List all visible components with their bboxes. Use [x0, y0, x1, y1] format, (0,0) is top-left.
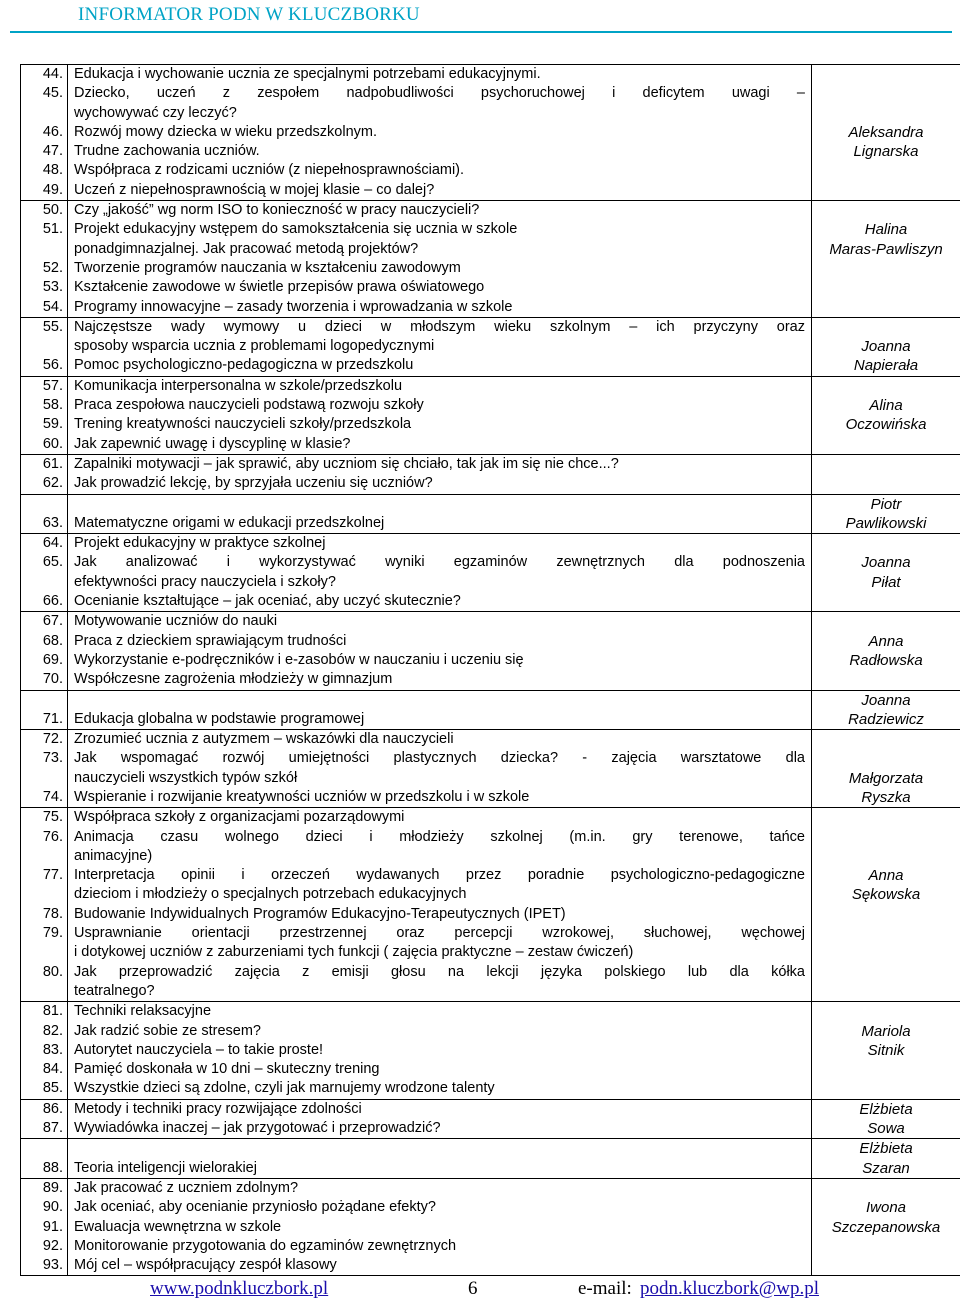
trainer-name [812, 396, 960, 435]
topic-number [21, 104, 67, 123]
topic-number: 78. [42, 905, 63, 922]
topic-number: 85. [42, 1080, 63, 1097]
trainer-name [812, 1100, 960, 1139]
email-label: e-mail: [578, 1278, 632, 1299]
topic-cell [68, 201, 812, 318]
topic-number: 51. [42, 221, 63, 238]
topic-group-row [21, 612, 960, 690]
topic-title: Autorytet nauczyciela – to takie proste! [74, 1041, 324, 1058]
topic-cell [68, 494, 812, 534]
topic-cell [68, 730, 812, 808]
topic-title: Jak przeprowadzić zajęcia z emisji głosu na lekcji języka polskiego lub dla kółka [74, 963, 805, 980]
number-cell [21, 690, 68, 730]
topic-number: 49. [42, 181, 63, 198]
header-rule [10, 31, 952, 33]
topic-title: animacyjne) [74, 847, 153, 864]
topic-title: Monitorowanie przygotowania do egzaminów zewnętrznych [74, 1237, 457, 1254]
topic-title: efektywności pracy nauczyciela i szkoły? [74, 573, 336, 590]
topic-title: Programy innowacyjne – zasady tworzenia i wprowadzania w szkole [74, 298, 513, 315]
topic-title: Projekt edukacyjny wstępem do samokształcenia się ucznia w szkole [74, 221, 518, 238]
topic-title: wychowywać czy leczyć? [74, 104, 237, 121]
topic-number: 91. [42, 1218, 63, 1235]
trainer-name-line: Pawlikowski [845, 514, 927, 532]
topic-cell [68, 454, 812, 494]
author-cell [812, 534, 960, 612]
topic-cell [68, 690, 812, 730]
topic-number: 72. [42, 731, 63, 748]
topic-number: 48. [42, 162, 63, 179]
topic-cell [68, 1099, 812, 1139]
topic-cell [68, 317, 812, 376]
trainer-name-line: Piotr [870, 495, 902, 513]
trainer-name-line: Mariola [861, 1022, 911, 1040]
website-link[interactable]: www.podnkluczbork.pl [150, 1278, 329, 1299]
topic-title: Techniki relaksacyjne [74, 1003, 212, 1020]
topic-group-row [21, 1002, 960, 1099]
training-topics-table [20, 64, 960, 1276]
topic-group-row [21, 808, 960, 1002]
trainer-name [812, 553, 960, 592]
page-header [0, 0, 960, 32]
author-cell [812, 690, 960, 730]
topic-title: Najczęstsze wady wymowy u dzieci w młodszym wieku szkolnym – ich przyczyny oraz [74, 318, 805, 335]
trainer-name [812, 495, 960, 534]
topic-title: Interpretacja opinii i orzeczeń wydawanych przez poradnie psychologiczno-pedagogiczne [74, 867, 805, 884]
topic-title: Edukacja i wychowanie ucznia ze specjalnymi potrzebami edukacyjnymi. [74, 66, 541, 82]
trainer-name-line: Lignarska [853, 143, 919, 161]
topic-title: Ocenianie kształtujące – jak oceniać, aby uczyć skutecznie? [74, 593, 461, 610]
topic-title: Komunikacja interpersonalna w szkole/przedszkolu [74, 377, 403, 394]
header-title: INFORMATOR PODN W KLUCZBORKU [78, 4, 420, 25]
topic-number: 55. [42, 318, 63, 335]
topic-number: 89. [42, 1179, 63, 1196]
topic-title: Projekt edukacyjny w praktyce szkolnej [74, 535, 326, 552]
number-cell [21, 534, 68, 612]
topic-number: 60. [42, 435, 63, 452]
trainer-name-line: Sękowska [851, 886, 921, 904]
topic-title: Ewaluacja wewnętrzna w szkole [74, 1218, 282, 1235]
topic-title: Jak analizować i wykorzystywać wyniki egzaminów zewnętrznych dla podnoszenia [74, 554, 805, 571]
topic-title: sposoby wsparcia ucznia z problemami logopedycznymi [74, 338, 435, 355]
topic-number: 70. [42, 671, 63, 688]
topic-title: Jak pracować z uczniem zdolnym? [74, 1179, 299, 1196]
topic-title: Praca z dzieckiem sprawiającym trudności [74, 632, 347, 649]
trainer-name-line: Joanna [861, 338, 911, 356]
topic-cell [68, 534, 812, 612]
topic-number: 74. [42, 788, 63, 805]
trainer-name [812, 220, 960, 259]
topic-title: Praca zespołowa nauczycieli podstawą rozwoju szkoły [74, 397, 424, 414]
trainer-name-line: Anna [868, 867, 904, 885]
topic-number: 52. [42, 259, 63, 276]
topic-number: 63. [42, 514, 63, 531]
topic-group-row [21, 376, 960, 454]
trainer-name [812, 337, 960, 376]
topic-number: 44. [42, 66, 63, 82]
topic-group-row [21, 1139, 960, 1179]
topic-group-row [21, 65, 960, 201]
trainer-name-line: Ryszka [861, 788, 911, 806]
topic-number: 73. [42, 750, 63, 767]
number-cell [21, 1002, 68, 1099]
topic-number: 62. [42, 475, 63, 492]
topic-group-row [21, 201, 960, 318]
topic-cell [68, 808, 812, 1002]
author-cell [812, 808, 960, 1002]
topic-title: Trening kreatywności nauczycieli szkoły/przedszkola [74, 416, 412, 433]
table-body [21, 65, 960, 1276]
topic-cell [68, 612, 812, 690]
topic-number: 83. [42, 1041, 63, 1058]
topic-title: Usprawnianie orientacji przestrzennej oraz percepcji wzrokowej, słuchowej, węchowej [74, 925, 805, 942]
topic-title [68, 1139, 811, 1158]
trainer-name-line: Aleksandra [848, 123, 924, 141]
trainer-name-line: Sowa [867, 1120, 905, 1138]
topic-number [21, 769, 67, 788]
number-cell [21, 201, 68, 318]
number-cell [21, 808, 68, 1002]
page-number: 6 [468, 1278, 478, 1299]
trainer-name [812, 866, 960, 905]
author-cell [812, 1002, 960, 1099]
trainer-name-line: Piłat [871, 573, 901, 591]
topic-title: teatralnego? [74, 982, 155, 999]
topic-number: 75. [42, 809, 63, 826]
topic-number: 92. [42, 1237, 63, 1254]
topic-title: Jak radzić sobie ze stresem? [74, 1022, 261, 1039]
topic-title: Rozwój mowy dziecka w wieku przedszkolnym. [74, 123, 377, 140]
topic-title: i dotykowej uczniów z zaburzeniami tych funkcji ( zajęcia praktyczne – zestaw ćwiczeń) [74, 944, 634, 961]
topic-title: Jak zapewnić uwagę i dyscyplinę w klasie? [74, 435, 351, 452]
trainer-name [812, 1198, 960, 1237]
trainer-name-line: Radziewicz [848, 710, 924, 728]
number-cell [21, 454, 68, 494]
topic-number [21, 495, 67, 514]
topic-number: 90. [42, 1199, 63, 1216]
trainer-name-line: Iwona [865, 1199, 907, 1217]
topic-number: 56. [42, 357, 63, 374]
topic-title: Jak prowadzić lekcję, by sprzyjała uczeniu się uczniów? [74, 475, 433, 492]
topic-cell [68, 1178, 812, 1275]
topic-group-row [21, 534, 960, 612]
trainer-name [812, 691, 960, 730]
topic-title: Motywowanie uczniów do nauki [74, 613, 278, 630]
topic-title: Dziecko, uczeń z zespołem nadpobudliwości psychoruchowej i deficytem uwagi – [74, 85, 805, 102]
topic-number: 59. [42, 416, 63, 433]
number-cell [21, 65, 68, 201]
topic-title: Jak wspomagać rozwój umiejętności plastycznych dziecka? - zajęcia warsztatowe dla [74, 750, 805, 767]
topic-number [21, 573, 67, 592]
topic-title: Wywiadówka inaczej – jak przygotować i przeprowadzić? [74, 1120, 441, 1137]
trainer-name [812, 632, 960, 671]
topic-cell [68, 376, 812, 454]
topic-number: 61. [42, 455, 63, 472]
trainer-name [812, 769, 960, 808]
topic-number: 69. [42, 651, 63, 668]
topic-number [21, 1139, 67, 1158]
topic-group-row [21, 317, 960, 376]
author-cell [812, 1178, 960, 1275]
topic-title: Zrozumieć ucznia z autyzmem – wskazówki dla nauczycieli [74, 731, 454, 748]
trainer-name [812, 1139, 960, 1178]
number-cell [21, 612, 68, 690]
trainer-name-line: Halina [864, 221, 908, 239]
topic-title: ponadgimnazjalnej. Jak pracować metodą projektów? [74, 240, 419, 257]
topic-cell [68, 65, 812, 201]
topic-number: 57. [42, 377, 63, 394]
trainer-name-line: Maras-Pawliszyn [829, 240, 943, 258]
topic-number: 79. [42, 925, 63, 942]
topic-title: Współpraca z rodzicami uczniów (z niepełnosprawnościami). [74, 162, 465, 179]
email-link[interactable]: podn.kluczbork@wp.pl [640, 1278, 819, 1299]
topic-number: 65. [42, 554, 63, 571]
topic-number [21, 847, 67, 866]
trainer-name-line: Elżbieta [859, 1100, 913, 1118]
topic-group-row [21, 690, 960, 730]
trainer-name-line: Radłowska [849, 651, 923, 669]
topic-group-row [21, 1178, 960, 1275]
topic-title: Mój cel – współpracujący zespół klasowy [74, 1257, 337, 1274]
topic-title: Współpraca szkoły z organizacjami pozarządowymi [74, 809, 405, 826]
topic-title: Zapalniki motywacji – jak sprawić, aby uczniom się chciało, tak jak im się nie chce...? [74, 455, 619, 472]
topic-title: Budowanie Indywidualnych Programów Edukacyjno-Terapeutycznych (IPET) [74, 905, 566, 922]
topic-number: 71. [42, 710, 63, 727]
topic-number: 68. [42, 632, 63, 649]
topic-title: Matematyczne origami w edukacji przedszkolnej [74, 514, 385, 531]
topic-number: 88. [42, 1159, 63, 1176]
author-cell [812, 317, 960, 376]
trainer-name-line: Anna [868, 632, 904, 650]
trainer-name-line: Szaran [862, 1159, 910, 1177]
topic-title: Metody i techniki pracy rozwijające zdolności [74, 1100, 362, 1117]
topic-title: Edukacja globalna w podstawie programowej [74, 710, 365, 727]
author-cell [812, 376, 960, 454]
topic-number: 47. [42, 143, 63, 160]
trainer-name-line: Napierała [853, 357, 919, 375]
topic-number: 54. [42, 298, 63, 315]
topic-title: Teoria inteligencji wielorakiej [74, 1159, 257, 1176]
topic-number [21, 240, 67, 259]
topic-number: 86. [42, 1100, 63, 1117]
topic-title: Uczeń z niepełnosprawnością w mojej klasie – co dalej? [74, 181, 435, 198]
topic-title: Wszystkie dzieci są zdolne, czyli jak marnujemy wrodzone talenty [74, 1080, 495, 1097]
topic-number: 66. [42, 593, 63, 610]
topic-title: Tworzenie programów nauczania w kształceniu zawodowym [74, 259, 461, 276]
topic-number [21, 337, 67, 356]
trainer-name-line: Elżbieta [859, 1140, 913, 1158]
topic-number: 82. [42, 1022, 63, 1039]
number-cell [21, 317, 68, 376]
topic-number: 50. [42, 202, 63, 219]
trainer-name-line: Joanna [861, 554, 911, 572]
author-cell [812, 65, 960, 201]
topic-number: 45. [42, 85, 63, 102]
topic-cell [68, 1139, 812, 1179]
topic-number [21, 982, 67, 1001]
author-cell [812, 1139, 960, 1179]
topic-number: 64. [42, 535, 63, 552]
topic-number: 58. [42, 397, 63, 414]
topic-title: dzieciom i młodzieży o specjalnych potrzebach edukacyjnych [74, 886, 467, 903]
author-cell [812, 201, 960, 318]
topic-number: 67. [42, 613, 63, 630]
topic-number: 77. [42, 867, 63, 884]
topic-number: 46. [42, 123, 63, 140]
topic-title: Pomoc psychologiczno-pedagogiczna w przedszkolu [74, 357, 414, 374]
topic-title [68, 691, 811, 710]
topic-group-row [21, 730, 960, 808]
number-cell [21, 1099, 68, 1139]
trainer-name-line: Sitnik [867, 1041, 905, 1059]
topic-number [21, 691, 67, 710]
topic-group-row [21, 1099, 960, 1139]
topic-title: Pamięć doskonała w 10 dni – skuteczny trening [74, 1061, 380, 1078]
topic-number: 81. [42, 1003, 63, 1020]
topic-number: 76. [42, 828, 63, 845]
topic-title [68, 495, 811, 514]
trainer-name [812, 123, 960, 162]
number-cell [21, 376, 68, 454]
trainer-name-line: Alina [869, 397, 903, 415]
trainer-name-line: Joanna [861, 691, 911, 709]
topic-title: Wspieranie i rozwijanie kreatywności uczniów w przedszkolu i w szkole [74, 788, 530, 805]
topic-number [21, 885, 67, 904]
topic-title: Trudne zachowania uczniów. [74, 143, 260, 160]
trainer-name [812, 1022, 960, 1061]
topic-title: nauczycieli wszystkich typów szkół [74, 769, 298, 786]
author-cell [812, 494, 960, 534]
topic-title: Animacja czasu wolnego dzieci i młodzieży szkolnej (m.in. gry terenowe, tańce [74, 828, 805, 845]
topic-number: 93. [42, 1257, 63, 1274]
topic-title: Czy „jakość” wg norm ISO to konieczność w pracy nauczycieli? [74, 202, 480, 219]
author-cell [812, 612, 960, 690]
trainer-name-line: Szczepanowska [831, 1218, 941, 1236]
number-cell [21, 1139, 68, 1179]
topic-cell [68, 1002, 812, 1099]
author-cell [812, 1099, 960, 1139]
author-cell [812, 454, 960, 494]
page-footer [0, 1278, 960, 1302]
topic-title: Kształcenie zawodowe w świetle przepisów prawa oświatowego [74, 279, 485, 296]
topic-group-row [21, 494, 960, 534]
trainer-name-line: Oczowińska [845, 416, 927, 434]
topic-number: 53. [42, 279, 63, 296]
author-cell [812, 730, 960, 808]
topic-number: 84. [42, 1061, 63, 1078]
topic-number: 87. [42, 1120, 63, 1137]
topic-number: 80. [42, 963, 63, 980]
topic-group-row [21, 454, 960, 494]
number-cell [21, 494, 68, 534]
trainer-name-line: Małgorzata [848, 769, 924, 787]
number-cell [21, 730, 68, 808]
number-cell [21, 1178, 68, 1275]
topic-title: Współczesne zagrożenia młodzieży w gimnazjum [74, 671, 393, 688]
topic-title: Wykorzystanie e-podręczników i e-zasobów w nauczaniu i uczeniu się [74, 651, 524, 668]
topic-title: Jak oceniać, aby ocenianie przyniosło pożądane efekty? [74, 1199, 436, 1216]
topic-number [21, 943, 67, 962]
